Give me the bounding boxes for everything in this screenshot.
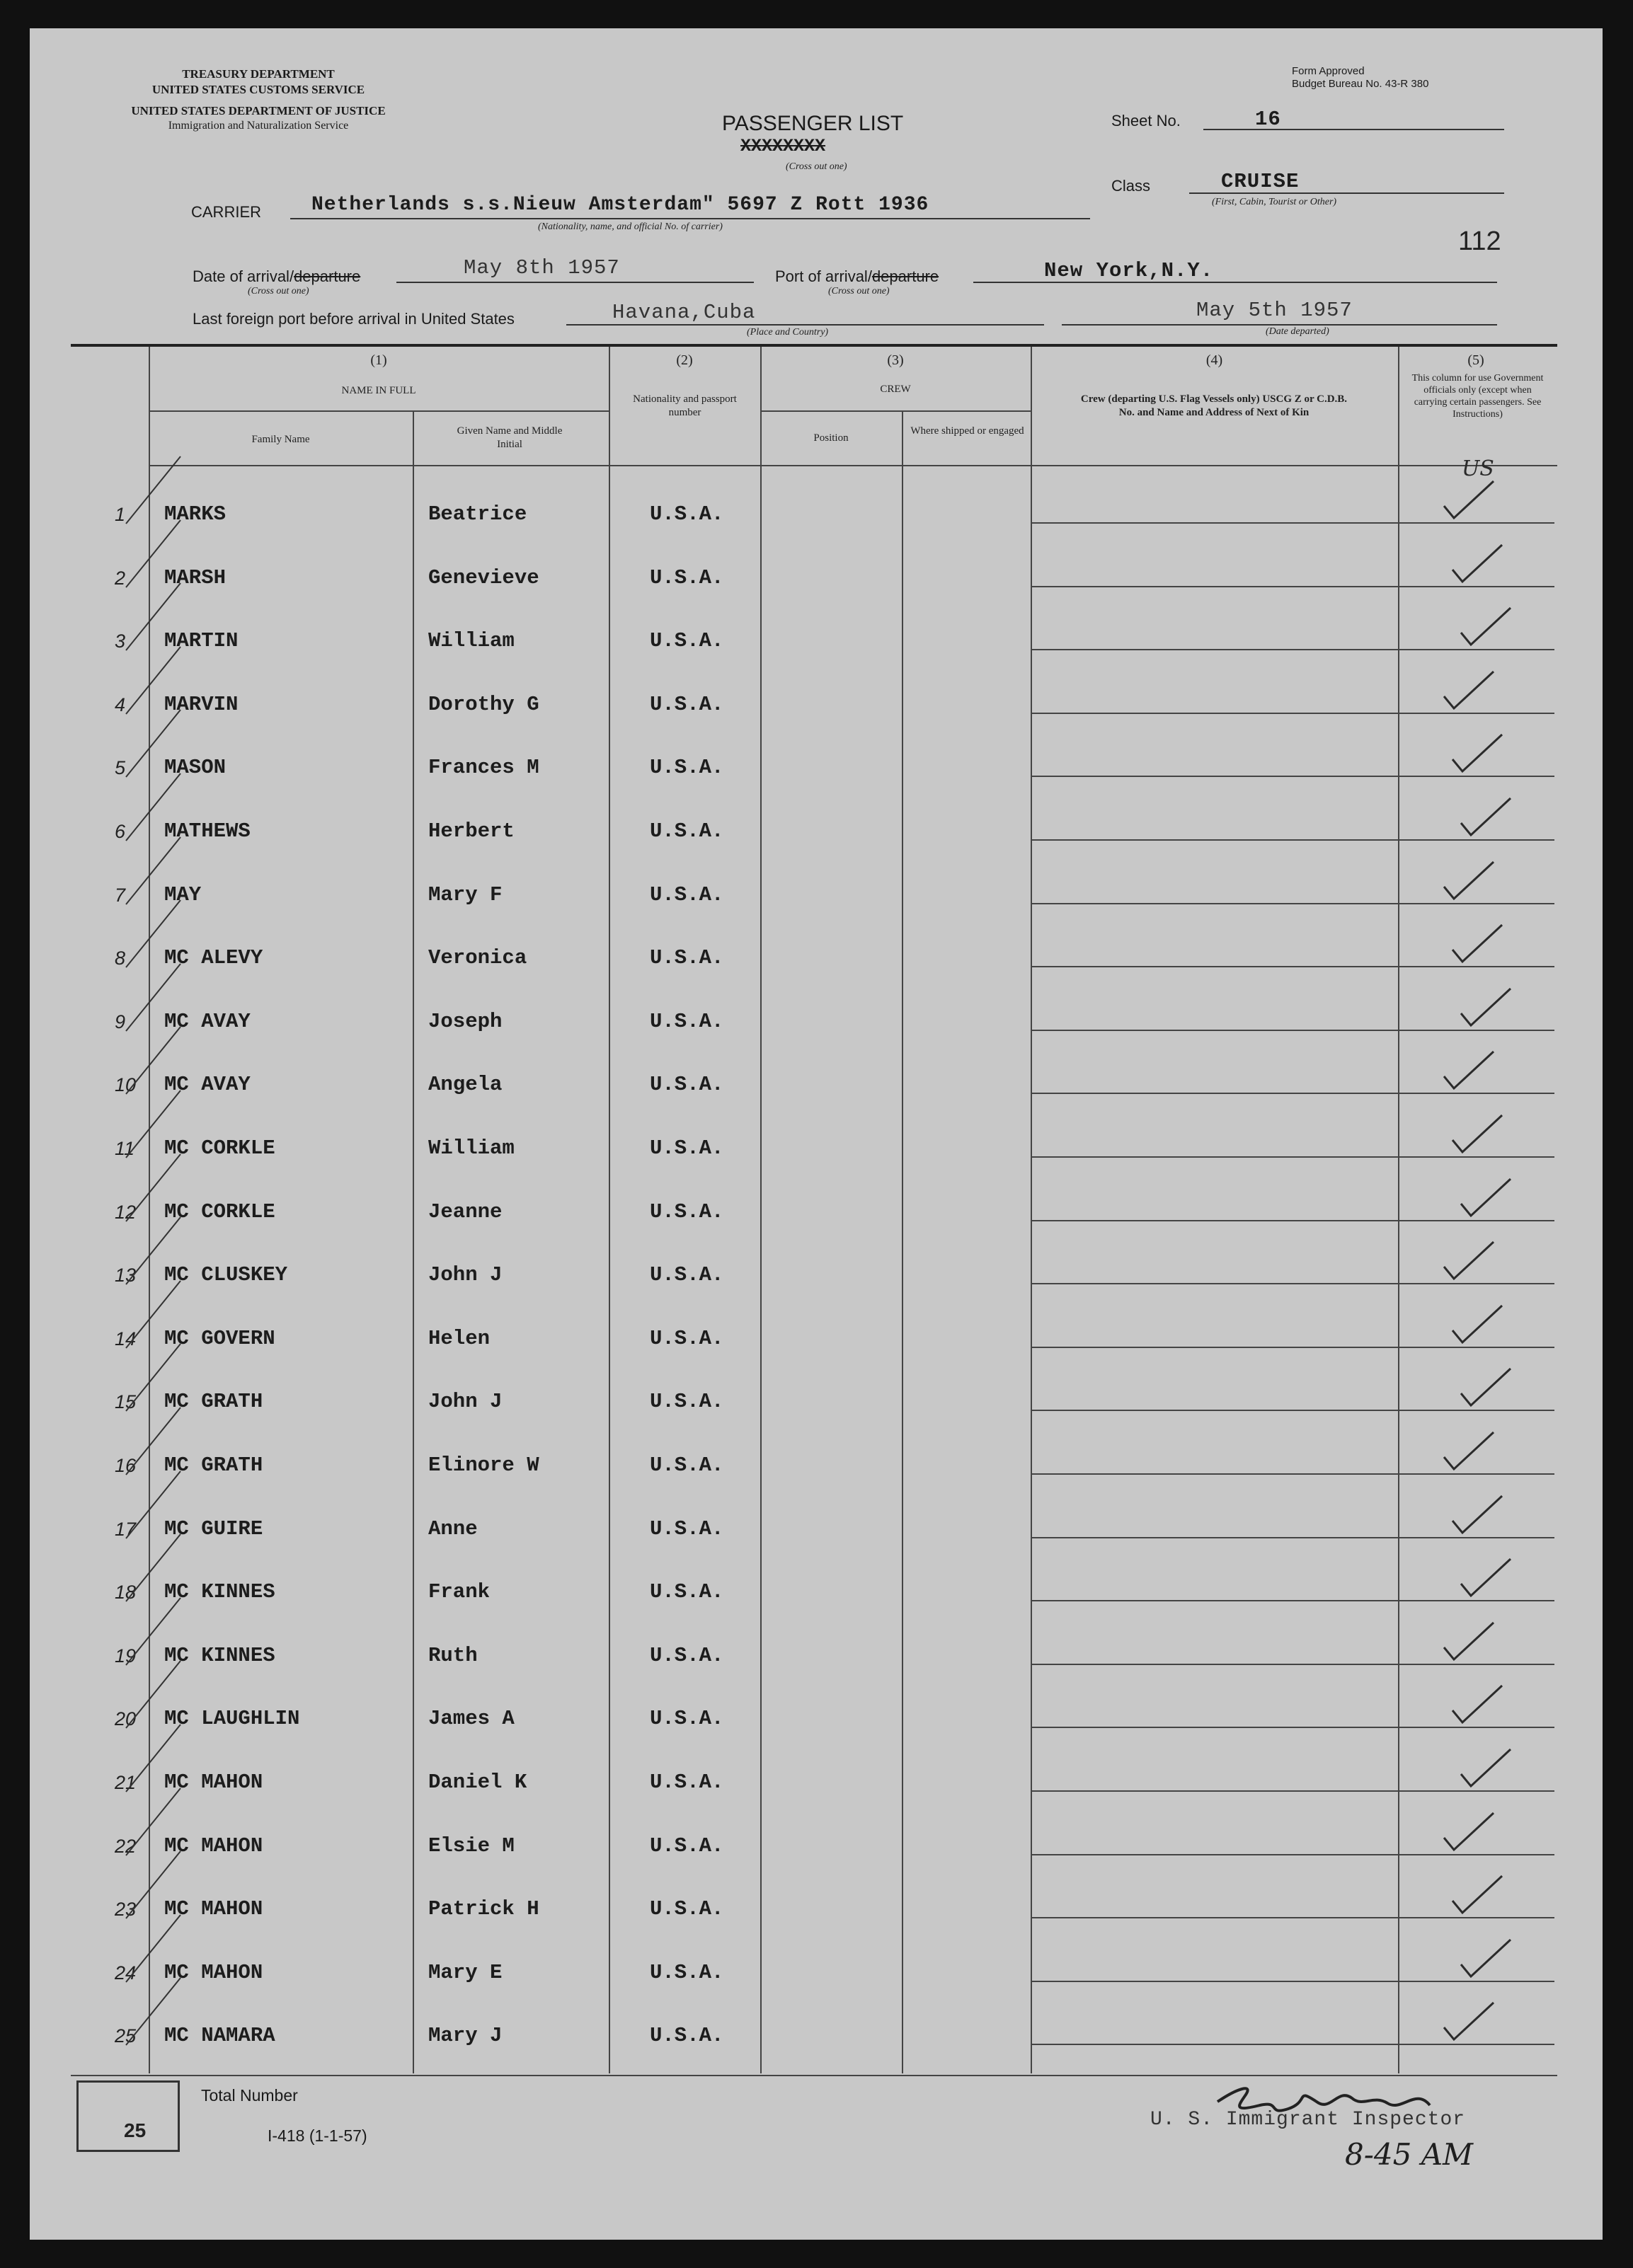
class-label: Class — [1111, 177, 1151, 195]
tally-stroke — [126, 1725, 181, 1792]
title-caption: (Cross out one) — [786, 161, 847, 172]
family-name: MC MAHON — [164, 1897, 263, 1921]
nationality: U.S.A. — [650, 1327, 724, 1350]
given-name: Beatrice — [428, 502, 527, 526]
tally-stroke — [126, 647, 181, 714]
col-given-name: Given Name and Middle Initial — [457, 425, 563, 450]
given-name: Anne — [428, 1517, 478, 1541]
arrival-date-label: Date of arrival/departure — [193, 267, 361, 285]
nationality: U.S.A. — [650, 693, 724, 716]
dept-line-1: TREASURY DEPARTMENT — [182, 67, 335, 81]
col3-title: CREW — [880, 384, 911, 395]
row-number: 14 — [115, 1328, 137, 1349]
given-name: Angela — [428, 1073, 503, 1096]
row-number: 10 — [115, 1074, 137, 1095]
row-number: 21 — [115, 1772, 137, 1793]
nationality: U.S.A. — [650, 1073, 724, 1096]
row-number: 1 — [115, 504, 126, 525]
family-name: MC GUIRE — [164, 1517, 263, 1541]
tally-stroke — [126, 1090, 181, 1158]
family-name: MAY — [164, 883, 202, 906]
page-number: 112 — [1458, 226, 1501, 256]
family-name: MC AVAY — [164, 1010, 251, 1033]
tally-stroke — [126, 456, 181, 524]
tally-stroke — [126, 1851, 181, 1918]
check-mark — [1461, 1559, 1511, 1596]
col1-title: NAME IN FULL — [341, 385, 416, 396]
family-name: MC MAHON — [164, 1771, 263, 1794]
family-name: MC ALEVY — [164, 946, 263, 969]
form-approved: Form Approved — [1292, 65, 1365, 77]
given-name: Mary E — [428, 1961, 503, 1984]
row-number: 4 — [115, 694, 126, 715]
given-name: Patrick H — [428, 1897, 539, 1921]
row-number: 19 — [115, 1645, 137, 1667]
check-mark — [1461, 798, 1511, 835]
tally-stroke — [126, 1471, 181, 1538]
check-mark — [1452, 545, 1502, 582]
family-name: MC CLUSKEY — [164, 1263, 288, 1286]
row-number: 5 — [115, 757, 126, 778]
date-departed-caption: (Date departed) — [1266, 326, 1329, 337]
family-name: MARTIN — [164, 629, 239, 652]
total-value: 25 — [124, 2119, 147, 2141]
row-number: 6 — [115, 821, 126, 842]
row-number: 2 — [115, 568, 126, 589]
given-name: Veronica — [428, 946, 527, 969]
given-name: William — [428, 629, 515, 652]
tally-stroke — [126, 1534, 181, 1601]
col4-number: (4) — [1205, 352, 1223, 368]
port-label: Port of arrival/departure — [775, 267, 939, 285]
col4-title: Crew (departing U.S. Flag Vessels only) USCG Z or C.D.B. No. and Name and Address of Next of Kin — [1080, 393, 1348, 418]
check-mark — [1444, 1623, 1494, 1659]
given-name: Helen — [428, 1327, 491, 1350]
tally-stroke — [126, 1217, 181, 1284]
tally-stroke — [126, 1978, 181, 2045]
given-name: John J — [428, 1263, 503, 1286]
row-number: 9 — [115, 1011, 126, 1032]
family-name: MATHEWS — [164, 819, 251, 843]
last-port-value: Havana,Cuba — [612, 301, 756, 324]
check-mark — [1444, 1813, 1494, 1850]
check-mark — [1444, 672, 1494, 708]
tally-stroke — [126, 964, 181, 1031]
dept-line-4: Immigration and Naturalization Service — [168, 120, 349, 132]
nationality: U.S.A. — [650, 1707, 724, 1730]
family-name: MC GRATH — [164, 1454, 263, 1477]
class-value: CRUISE — [1221, 170, 1300, 193]
check-mark — [1461, 608, 1511, 645]
form-number: I-418 (1-1-57) — [268, 2126, 367, 2145]
family-name: MASON — [164, 756, 227, 779]
row-number: 16 — [115, 1455, 137, 1476]
check-mark — [1452, 1306, 1502, 1342]
check-mark — [1461, 1369, 1511, 1405]
nationality: U.S.A. — [650, 1961, 724, 1984]
col-where-shipped: Where shipped or engaged — [910, 425, 1024, 437]
row-number: 12 — [115, 1202, 137, 1223]
check-mark — [1444, 1052, 1494, 1088]
dept-line-3: UNITED STATES DEPARTMENT OF JUSTICE — [131, 104, 386, 117]
row-number: 18 — [115, 1582, 137, 1603]
tally-stroke — [126, 1344, 181, 1411]
port-value: New York,N.Y. — [1044, 259, 1214, 282]
nationality: U.S.A. — [650, 883, 724, 906]
check-mark — [1444, 2003, 1494, 2039]
carrier-label: CARRIER — [191, 203, 262, 221]
last-port-label: Last foreign port before arrival in United States — [193, 310, 515, 328]
carrier-value: Netherlands s.s.Nieuw Amsterdam" 5697 Z Rott 1936 — [311, 194, 929, 216]
family-name: MC LAUGHLIN — [164, 1707, 300, 1730]
last-port-caption: (Place and Country) — [747, 327, 829, 338]
class-caption: (First, Cabin, Tourist or Other) — [1212, 197, 1337, 207]
family-name: MC MAHON — [164, 1961, 263, 1984]
nationality: U.S.A. — [650, 1136, 724, 1160]
row-number: 11 — [115, 1138, 135, 1159]
carrier-caption: (Nationality, name, and official No. of carrier) — [538, 221, 723, 232]
nationality: U.S.A. — [650, 946, 724, 969]
col5-title: This column for use Government officials only (except when carrying certain passengers. See Instructions) — [1411, 373, 1544, 420]
row-number: 7 — [115, 885, 126, 906]
given-name: Frank — [428, 1580, 491, 1604]
inspector-label: U. S. Immigrant Inspector — [1150, 2109, 1466, 2131]
row-number: 3 — [115, 631, 126, 652]
arrival-date-caption: (Cross out one) — [248, 286, 309, 297]
given-name: Daniel K — [428, 1771, 527, 1794]
check-mark — [1452, 1496, 1502, 1533]
tally-stroke — [126, 837, 181, 904]
col2-number: (2) — [676, 352, 693, 368]
row-number: 20 — [115, 1708, 137, 1729]
family-name: MC MAHON — [164, 1834, 263, 1858]
nationality: U.S.A. — [650, 1263, 724, 1286]
family-name: MC KINNES — [164, 1644, 275, 1667]
port-caption: (Cross out one) — [828, 286, 890, 297]
sheet-label: Sheet No. — [1111, 112, 1181, 129]
family-name: MC CORKLE — [164, 1136, 275, 1160]
nationality: U.S.A. — [650, 566, 724, 589]
tally-stroke — [126, 583, 181, 650]
dept-line-2: UNITED STATES CUSTOMS SERVICE — [151, 83, 365, 96]
tally-stroke — [126, 900, 181, 967]
nationality: U.S.A. — [650, 629, 724, 652]
tally-stroke — [126, 710, 181, 777]
col-position: Position — [813, 432, 849, 444]
family-name: MARKS — [164, 502, 227, 526]
row-number: 13 — [115, 1265, 137, 1286]
col-family-name: Family Name — [251, 434, 310, 445]
check-mark — [1444, 862, 1494, 899]
check-mark — [1444, 1432, 1494, 1469]
given-name: William — [428, 1136, 515, 1160]
tally-stroke — [126, 1281, 181, 1348]
tally-stroke — [126, 1915, 181, 1982]
given-name: Mary J — [428, 2024, 503, 2047]
given-name: Elinore W — [428, 1454, 539, 1477]
row-number: 22 — [115, 1836, 137, 1857]
col2-title: Nationality and passport number — [633, 393, 737, 418]
check-mark — [1452, 925, 1502, 962]
row-number: 17 — [115, 1519, 137, 1540]
inspector-time: 8-45 AM — [1345, 2137, 1474, 2172]
given-name: Mary F — [428, 883, 503, 906]
family-name: MC GOVERN — [164, 1327, 275, 1350]
check-mark — [1461, 1940, 1511, 1976]
nationality: U.S.A. — [650, 1644, 724, 1667]
check-mark — [1444, 1242, 1494, 1279]
family-name: MC KINNES — [164, 1580, 275, 1604]
col5-number: (5) — [1467, 352, 1484, 368]
row-number: 23 — [115, 1899, 137, 1920]
check-mark — [1452, 1876, 1502, 1913]
total-label: Total Number — [201, 2086, 298, 2105]
title-crossed: XXXXXXXX — [740, 136, 826, 156]
nationality: U.S.A. — [650, 1834, 724, 1858]
given-name: Joseph — [428, 1010, 503, 1033]
family-name: MC AVAY — [164, 1073, 251, 1096]
row-number: 24 — [115, 1962, 137, 1984]
nationality: U.S.A. — [650, 1517, 724, 1541]
tally-stroke — [126, 1154, 181, 1221]
nationality: U.S.A. — [650, 1010, 724, 1033]
family-name: MC GRATH — [164, 1390, 263, 1413]
check-mark — [1461, 1749, 1511, 1786]
tally-stroke — [126, 1661, 181, 1728]
given-name: James A — [428, 1707, 515, 1730]
check-mark — [1452, 1115, 1502, 1152]
given-name: Genevieve — [428, 566, 539, 589]
given-name: Jeanne — [428, 1200, 503, 1224]
sheet-number: 16 — [1255, 108, 1281, 131]
tally-stroke — [126, 1408, 181, 1475]
tally-stroke — [126, 1788, 181, 1855]
nationality: U.S.A. — [650, 1200, 724, 1224]
nationality: U.S.A. — [650, 2024, 724, 2047]
tally-stroke — [126, 1598, 181, 1665]
given-name: Dorothy G — [428, 693, 539, 716]
family-name: MARSH — [164, 566, 227, 589]
given-name: Ruth — [428, 1644, 478, 1667]
tally-stroke — [126, 773, 181, 841]
check-mark — [1452, 1686, 1502, 1722]
nationality: U.S.A. — [650, 756, 724, 779]
family-name: MC NAMARA — [164, 2024, 275, 2047]
budget-bureau: Budget Bureau No. 43-R 380 — [1292, 78, 1429, 90]
nationality: U.S.A. — [650, 1454, 724, 1477]
arrival-date-value: May 8th 1957 — [464, 256, 620, 280]
page-title: PASSENGER LIST — [722, 112, 904, 135]
given-name: Herbert — [428, 819, 515, 843]
row-number: 8 — [115, 948, 126, 969]
nationality: U.S.A. — [650, 1390, 724, 1413]
given-name: Frances M — [428, 756, 539, 779]
nationality: U.S.A. — [650, 1580, 724, 1604]
row-number: 25 — [115, 2025, 137, 2047]
check-mark — [1461, 1179, 1511, 1216]
check-mark — [1461, 989, 1511, 1025]
given-name: John J — [428, 1390, 503, 1413]
nationality: U.S.A. — [650, 819, 724, 843]
tally-stroke — [126, 1027, 181, 1094]
nationality: U.S.A. — [650, 1897, 724, 1921]
row-number: 15 — [115, 1391, 137, 1412]
family-name: MC CORKLE — [164, 1200, 275, 1224]
nationality: U.S.A. — [650, 1771, 724, 1794]
check-mark — [1452, 735, 1502, 771]
col5-note: US — [1462, 456, 1494, 481]
check-mark — [1444, 481, 1494, 518]
col3-number: (3) — [887, 352, 904, 368]
col1-number: (1) — [370, 352, 387, 368]
given-name: Elsie M — [428, 1834, 515, 1858]
date-departed-value: May 5th 1957 — [1196, 299, 1353, 322]
tally-stroke — [126, 520, 181, 587]
nationality: U.S.A. — [650, 502, 724, 526]
family-name: MARVIN — [164, 693, 239, 716]
